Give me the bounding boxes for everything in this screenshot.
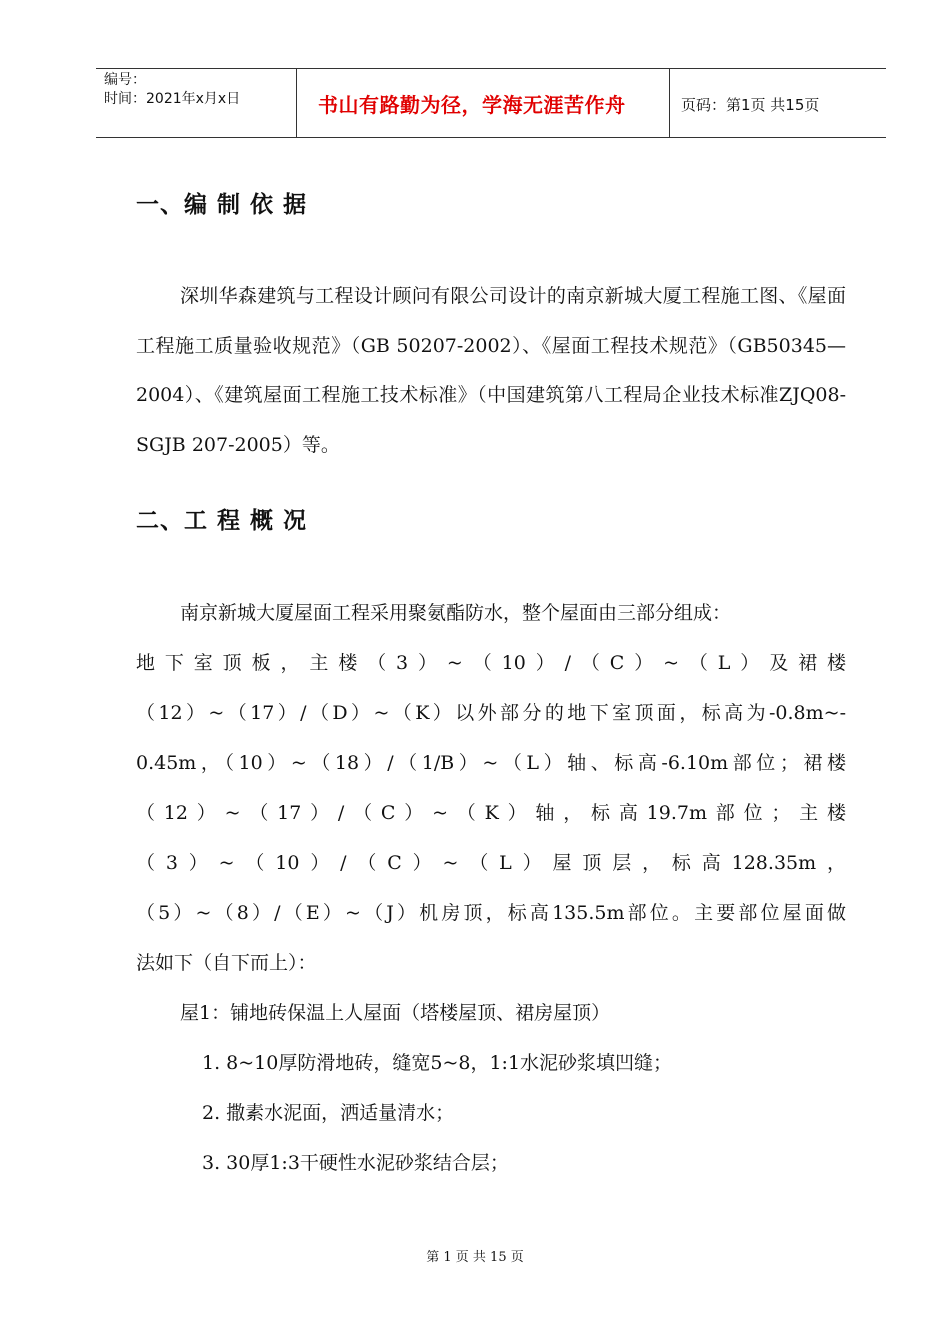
overview-line-c: 0.45m，（10）~（18）/（1/B）~（L）轴、标高-6.10m部位；裙楼 (136, 752, 846, 774)
header-page-cell (669, 69, 886, 137)
document-body (136, 180, 846, 1188)
serial-label: 编号： (104, 72, 146, 88)
overview-line-f: （5）~（8）/（E）~（J）机房顶，标高135.5m部位。主要部位屋面做 (136, 902, 846, 924)
overview-line-g: 法如下（自下而上）： (136, 952, 317, 974)
roof-type-title: 屋1：铺地砖保温上人屋面（塔楼屋顶、裙房屋顶） (180, 1002, 611, 1024)
section-title-overview: 二、工 程 概 况 (136, 508, 308, 534)
motto-text: 书山有路勤为径，学海无涯苦作舟 (318, 93, 626, 117)
section-title-basis: 一、编 制 依 据 (136, 192, 308, 218)
list-item: 1. 8~10厚防滑地砖，缝宽5~8，1:1水泥砂浆填凹缝； (202, 1052, 673, 1074)
list-item: 2. 撒素水泥面，洒适量清水； (202, 1102, 455, 1124)
overview-line-b: （12）~（17）/（D）~（K）以外部分的地下室顶面，标高为-0.8m~- (136, 702, 846, 724)
overview-line-d: （12）~（17）/（C）~（K）轴，标高19.7m部位；主楼 (136, 802, 846, 824)
list-item: 3. 30厚1:3干硬性水泥砂浆结合层； (202, 1152, 509, 1174)
overview-line-e: （3）~（10）/（C）~（L）屋顶层，标高128.35m， (136, 852, 846, 874)
page-number-label: 页码：第1页 共15页 (681, 96, 820, 114)
basis-paragraph: 深圳华森建筑与工程设计顾问有限公司设计的南京新城大厦工程施工图、《屋面工程施工质量验收规范》（GB 50207-2002）、《屋面工程技术规范》（GB50345—2004）、《建筑屋面工程施工技术标准》（中国建筑第八工程局企业技术标准ZJQ08-SGJB 207-2005）等。 (136, 285, 846, 456)
header-meta-cell (96, 69, 297, 137)
header-motto-cell (296, 69, 670, 137)
time-label: 时间：2021年x月x日 (104, 91, 241, 107)
page-footer: 第 1 页 共 15 页 (426, 1250, 524, 1265)
overview-intro: 南京新城大厦屋面工程采用聚氨酯防水，整个屋面由三部分组成： (180, 602, 732, 624)
page-header (96, 68, 886, 138)
overview-line-a: 地下室顶板，主楼（3）~（10）/（C）~（L）及裙楼 (136, 652, 846, 674)
